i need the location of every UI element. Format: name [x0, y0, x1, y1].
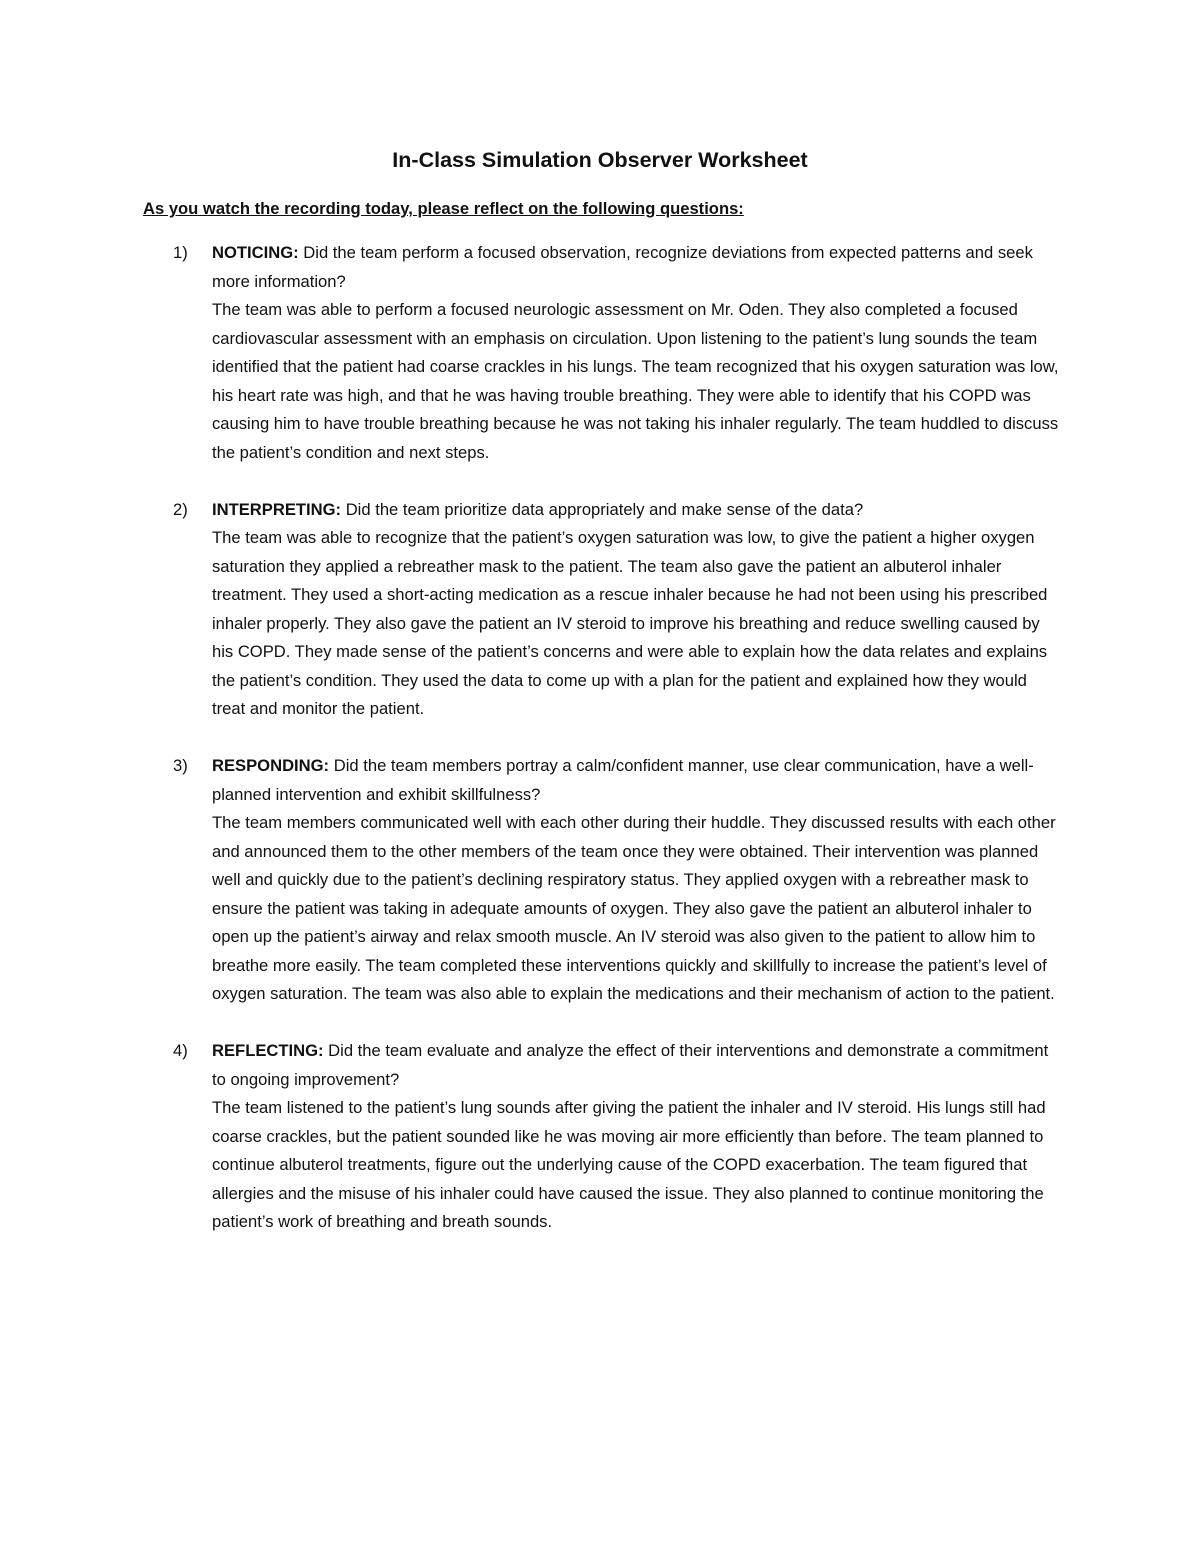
question-text: Did the team members portray a calm/confident manner, use clear communication, have a well-planned intervention and exhibit skillfulness?: [212, 756, 1034, 804]
question-number: 3): [173, 756, 188, 775]
question-label: INTERPRETING:: [212, 499, 342, 519]
answer-text: The team members communicated well with each other during their huddle. They discussed results with each other and announced them to the other members of the team once they were obtained. Their intervention was planned well and quickly due to the patient’s declining respiratory status. They applied oxygen with a rebreather mask to ensure the patient was taking in adequate amounts of oxygen. They also gave the patient an albuterol inhaler to open up the patient’s airway and relax smooth muscle. An IV steroid was also given to the patient to allow him to breathe more easily. The team completed these interventions quickly and skillfully to increase the patient’s level of oxygen saturation. The team was also able to explain the medications and their mechanism of action to the patient.: [212, 813, 1056, 1003]
question-item-interpreting: [0, 496, 1200, 724]
question-prompt: [212, 1037, 1062, 1094]
question-list: [0, 239, 1200, 1265]
question-prompt: [212, 239, 1062, 296]
question-item-responding: [0, 752, 1200, 1009]
question-number: 2): [173, 499, 188, 519]
question-item-noticing: [0, 239, 1200, 467]
question-body: [212, 496, 1062, 724]
instructions-heading: As you watch the recording today, please reflect on the following questions:: [143, 199, 744, 218]
question-label: NOTICING:: [212, 243, 299, 262]
question-item-reflecting: [0, 1037, 1200, 1237]
answer-text: The team listened to the patient’s lung sounds after giving the patient the inhaler and IV steroid. His lungs still had coarse crackles, but the patient sounded like he was moving air more efficiently than before. The team planned to continue albuterol treatments, figure out the underlying cause of the COPD exacerbation. The team figured that allergies and the misuse of his inhaler could have caused the issue. They also planned to continue monitoring the patient’s work of breathing and breath sounds.: [212, 1098, 1046, 1231]
question-number: 4): [173, 1041, 188, 1060]
question-number: 1): [173, 243, 188, 262]
question-text: Did the team evaluate and analyze the effect of their interventions and demonstrate a commitment to ongoing improvement?: [212, 1041, 1049, 1089]
question-body: [212, 239, 1062, 467]
question-body: [212, 1037, 1062, 1237]
question-text: Did the team prioritize data appropriately and make sense of the data?: [345, 499, 864, 519]
question-text: Did the team perform a focused observation, recognize deviations from expected patterns and seek more information?: [212, 243, 1033, 291]
question-label: RESPONDING:: [212, 756, 330, 775]
question-body: [212, 752, 1062, 1009]
document-title: In-Class Simulation Observer Worksheet: [392, 148, 808, 172]
question-prompt: [212, 496, 1062, 525]
question-label: REFLECTING:: [212, 1041, 324, 1060]
question-prompt: [212, 752, 1062, 809]
answer-text: The team was able to recognize that the patient’s oxygen saturation was low, to give the patient a higher oxygen saturation they applied a rebreather mask to the patient. The team also gave the patient an albuterol inhaler treatment. They used a short-acting medication as a rescue inhaler because he had not been using his prescribed inhaler properly. They also gave the patient an IV steroid to improve his breathing and reduce swelling caused by his COPD. They made sense of the patient’s concerns and were able to explain how the data relates and explains the patient’s condition. They used the data to come up with a plan for the patient and explained how they would treat and monitor the patient.: [212, 528, 1048, 718]
answer-text: The team was able to perform a focused neurologic assessment on Mr. Oden. They also completed a focused cardiovascular assessment with an emphasis on circulation. Upon listening to the patient’s lung sounds the team identified that the patient had coarse crackles in his lungs. The team recognized that his oxygen saturation was low, his heart rate was high, and that he was having trouble breathing. They were able to identify that his COPD was causing him to have trouble breathing because he was not taking his inhaler regularly. The team huddled to discuss the patient’s condition and next steps.: [212, 300, 1059, 462]
